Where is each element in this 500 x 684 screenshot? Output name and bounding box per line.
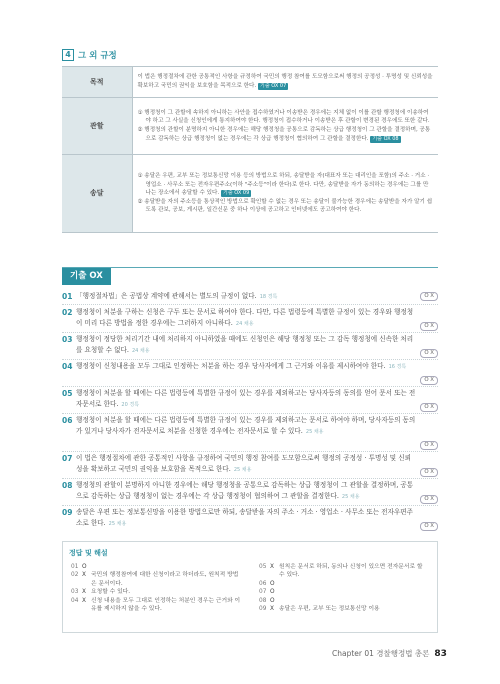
question-source: 25 채용 bbox=[233, 467, 252, 473]
answer-column-left bbox=[71, 563, 241, 613]
question-item bbox=[62, 480, 438, 504]
page-footer bbox=[332, 648, 447, 659]
question-item bbox=[62, 453, 438, 477]
question-text: 행정청이 신청내용을 모두 그대로 인정하는 처분을 하는 경우 당사자에게 그 근거와 이유를 제시하여야 한다. 16 경특 bbox=[76, 362, 407, 370]
ox-choice[interactable]: O X bbox=[420, 495, 438, 504]
question-text: 이 법은 행정절차에 관한 공통적인 사항을 규정하여 국민의 행정 참여를 도모함으로써 행정의 공정성 · 투명성 및 신뢰성을 확보하고 국민의 권익을 보호함을 목적으로 한다. 25 채용 bbox=[76, 454, 411, 473]
row-body bbox=[132, 67, 438, 98]
question-text: 행정청이 처분을 할 때에는 다른 법령등에 특별한 규정이 있는 경우를 제외하고는 문서로 하여야 하며, 당사자등의 동의가 있거나 당사자가 전자문서로 처분을 신청한 경우에는 전자문서로 할 수 있다. 25 채용 bbox=[76, 416, 416, 435]
question-number: 03 bbox=[62, 335, 73, 344]
ox-choice[interactable]: O X bbox=[420, 376, 438, 385]
ox-choice[interactable]: O X bbox=[420, 292, 438, 301]
question-number: 09 bbox=[62, 508, 73, 517]
ox-choice[interactable]: O X bbox=[420, 522, 438, 531]
divider bbox=[62, 359, 438, 360]
question-item bbox=[62, 291, 438, 303]
row-label: 관할 bbox=[62, 98, 132, 155]
divider bbox=[62, 304, 438, 305]
question-source: 25 채용 bbox=[305, 429, 324, 435]
question-item bbox=[62, 361, 438, 385]
row-text: ① 송달은 우편, 교부 또는 정보통신망 이용 등의 방법으로 하되, 송달받을 자(대표자 또는 대리인을 포함)의 주소 · 거소 · 영업소 · 사무소 또는 전자우편주소(이하 "주소등"이라 한다)로 한다. 다만, 송달받을 자가 동의하는 경우에는 그를 만나는 장소에서 송달할 수 있다. bbox=[137, 173, 430, 197]
answer-column-right bbox=[259, 563, 429, 613]
row-body bbox=[132, 98, 438, 155]
ox-choice[interactable]: O X bbox=[420, 403, 438, 412]
question-source: 24 채용 bbox=[235, 321, 254, 327]
row-body bbox=[132, 155, 438, 233]
question-source: 25 채용 bbox=[108, 521, 127, 527]
table-row bbox=[62, 67, 438, 98]
question-item bbox=[62, 307, 438, 331]
table-row bbox=[62, 98, 438, 155]
answer-row: 04 X 신청 내용을 모두 그대로 인정하는 처분인 경우는 근거와 이유를 제시하지 않을 수 있다. bbox=[71, 597, 241, 613]
divider bbox=[62, 332, 438, 333]
question-text: 행정청이 처분을 할 때에는 다른 법령등에 특별한 규정이 있는 경우를 제외하고는 당사자등의 동의를 얻어 문서 또는 전자문서로 한다. 20 경특 bbox=[76, 389, 416, 408]
ox-choice[interactable]: O X bbox=[420, 441, 438, 450]
table-row bbox=[62, 155, 438, 233]
ox-choice[interactable]: O X bbox=[420, 322, 438, 331]
answer-row: 06 O bbox=[259, 580, 275, 587]
row-label: 목적 bbox=[62, 67, 132, 98]
divider bbox=[62, 451, 438, 452]
answer-row: 05 X 원칙은 문서로 하되, 동의나 신청이 있으면 전자문서로 할 수 있다. bbox=[259, 564, 423, 579]
question-number: 06 bbox=[62, 416, 73, 425]
question-text: 송달은 우편 또는 정보통신망을 이용한 방법으로만 하되, 송달받을 자의 주소 · 거소 · 영업소 · 사무소 또는 전자우편주소로 한다. 25 채용 bbox=[76, 508, 414, 527]
question-number: 01 bbox=[62, 292, 73, 301]
question-text: 행정청이 정당한 처리기간 내에 처리하지 아니하였을 때에도 신청인은 해당 행정청 또는 그 감독 행정청에 신속한 처리를 요청할 수 없다. 24 채용 bbox=[76, 335, 414, 354]
row-item bbox=[138, 126, 434, 143]
row-item bbox=[138, 109, 434, 126]
question-number: 07 bbox=[62, 454, 73, 463]
question-source: 18 경특 bbox=[259, 294, 278, 300]
question-item bbox=[62, 334, 438, 358]
page-number: 83 bbox=[434, 649, 447, 659]
answer-row: 02 X 국민의 행정참여에 대한 신청이라고 하더라도, 원칙적 방법은 문서이다. bbox=[71, 572, 239, 587]
question-number: 04 bbox=[62, 362, 73, 371]
question-source: 20 경특 bbox=[121, 402, 140, 408]
row-text: 이 법은 행정절차에 관한 공통적인 사항을 규정하여 국민의 행정 참여를 도모함으로써 행정의 공정성 · 투명성 및 신뢰성을 확보하고 국민의 권익을 보호함을 목적으로 한다. bbox=[137, 74, 433, 89]
answer-row: 07 O bbox=[259, 589, 275, 596]
question-number: 08 bbox=[62, 481, 73, 490]
question-source: 25 채용 bbox=[341, 494, 360, 500]
question-source: 16 경특 bbox=[388, 364, 407, 370]
answer-box bbox=[62, 541, 438, 633]
rules-table bbox=[62, 66, 438, 233]
question-number: 02 bbox=[62, 308, 73, 317]
row-text: ① 행정청이 그 관할에 속하지 아니하는 사안을 접수하였거나 이송받은 경우에는 지체 없이 이를 관할 행정청에 이송하여야 하고 그 사실을 신청인에게 통지하여야 한다. 행정청이 접수하거나 이송받은 후 관할이 변경된 경우에도 또한 같다. bbox=[137, 109, 430, 125]
question-text: 행정청의 관할이 분명하지 아니한 경우에는 해당 행정청을 공통으로 감독하는 상급 행정청이 그 관할을 결정하며, 공통으로 감독하는 상급 행정청이 없는 경우에는 각 상급 행정청이 협의하여 그 관할을 결정한다. 25 채용 bbox=[76, 481, 414, 500]
question-item bbox=[62, 388, 438, 412]
answer-row: 01 O bbox=[71, 564, 87, 570]
answer-row: 08 O bbox=[259, 597, 275, 604]
divider bbox=[62, 478, 438, 479]
row-item bbox=[138, 198, 434, 215]
exam-badge: 기출 OX 08 bbox=[372, 135, 399, 142]
question-item bbox=[62, 415, 438, 450]
exam-badge: 기출 OX 07 bbox=[260, 83, 287, 89]
ox-choice[interactable]: O X bbox=[420, 349, 438, 358]
question-item bbox=[62, 507, 438, 531]
row-label: 송달 bbox=[62, 155, 132, 233]
row-text: ② 송달받을 자의 주소등을 통상적인 방법으로 확인할 수 없는 경우 또는 송달이 불가능한 경우에는 송달받을 자가 알기 쉽도록 관보, 공보, 게시판, 일간신문 중 하나 이상에 공고하고 인터넷에도 공고하여야 한다. bbox=[137, 198, 433, 214]
ox-heading: 기출 OX bbox=[62, 268, 111, 285]
answer-title: 정답 및 해설 bbox=[69, 549, 108, 557]
exam-badge: 기출 OX 09 bbox=[223, 190, 250, 197]
divider bbox=[62, 386, 438, 387]
divider bbox=[62, 505, 438, 506]
ox-choice[interactable]: O X bbox=[420, 468, 438, 477]
ox-divider bbox=[62, 267, 438, 268]
question-text: 행정청이 처분을 구하는 신청은 구두 또는 문서로 하여야 한다. 다만, 다른 법령등에 특별한 규정이 있는 경우와 행정청이 미리 다른 방법을 정한 경우에는 그러하지 아니하다. 24 채용 bbox=[76, 308, 414, 327]
section-number: 4 bbox=[62, 49, 74, 61]
chapter-title: Chapter 01 경찰행정법 총론 bbox=[332, 649, 430, 658]
row-item bbox=[138, 172, 434, 198]
section-title: 그 외 규정 bbox=[78, 51, 117, 61]
row-text: ② 행정청의 관할이 분명하지 아니한 경우에는 해당 행정청을 공통으로 감독하는 상급 행정청이 그 관할을 결정하며, 공통으로 감독하는 상급 행정청이 없는 경우에는 각 상급 행정청이 협의하여 그 관할을 결정한다. bbox=[137, 127, 431, 142]
question-source: 24 채용 bbox=[131, 348, 150, 354]
divider bbox=[62, 413, 438, 414]
question-text: 「행정절차법」은 공법상 계약에 관해서는 별도의 규정이 없다. 18 경특 bbox=[76, 292, 278, 300]
answer-row: 03 X 요청할 수 있다. bbox=[71, 589, 131, 596]
question-number: 05 bbox=[62, 389, 73, 398]
answer-row: 09 X 송달은 우편, 교부 또는 정보통신망 이용 bbox=[259, 606, 380, 613]
section-header bbox=[62, 49, 117, 61]
